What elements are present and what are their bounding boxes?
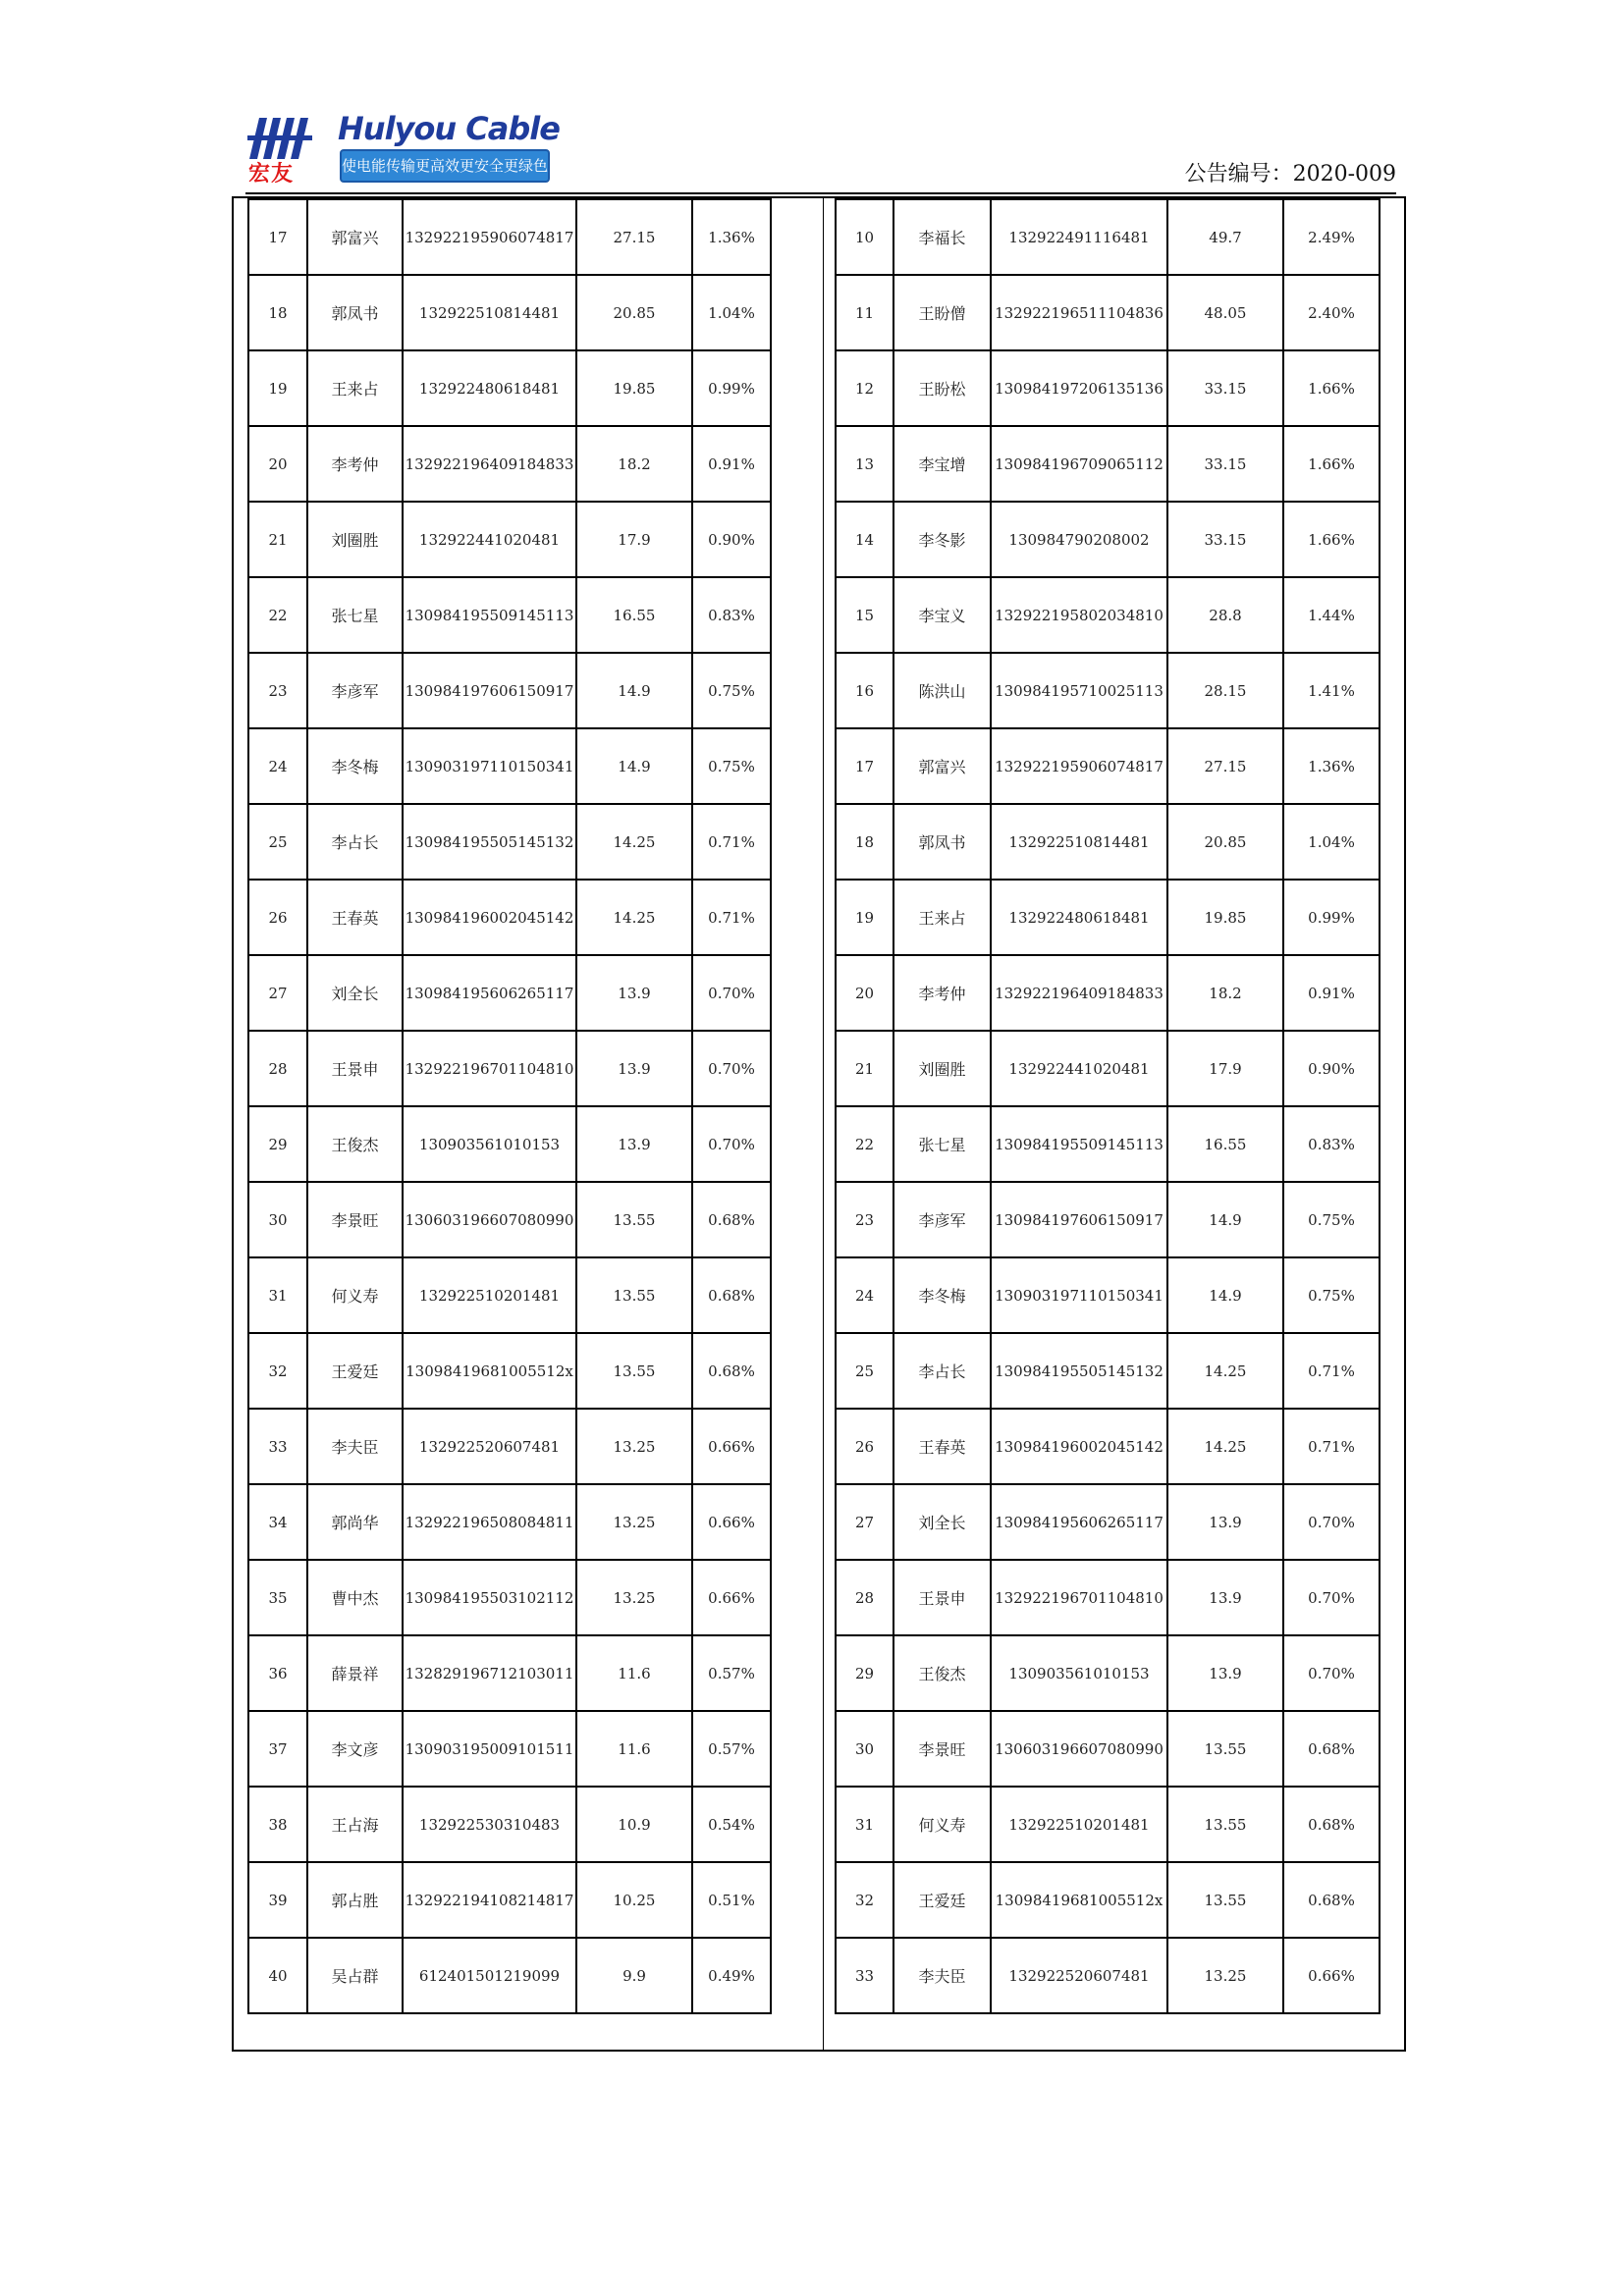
row-number-cell: 18 bbox=[836, 804, 893, 880]
name-cell: 曹中杰 bbox=[307, 1560, 403, 1635]
id-number-cell: 130903195009101511 bbox=[403, 1711, 576, 1787]
row-number-cell: 38 bbox=[248, 1787, 307, 1862]
row-number-cell: 19 bbox=[248, 350, 307, 426]
percent-cell: 0.66% bbox=[692, 1560, 771, 1635]
percent-cell: 0.71% bbox=[692, 804, 771, 880]
percent-cell: 0.70% bbox=[692, 955, 771, 1031]
row-number-cell: 32 bbox=[248, 1333, 307, 1409]
logo-chinese-name: 宏友 bbox=[248, 162, 295, 187]
id-number-cell: 132922196409184833 bbox=[403, 426, 576, 502]
table-row bbox=[248, 1106, 771, 1182]
value-cell: 19.85 bbox=[1167, 880, 1283, 955]
table-row bbox=[836, 1635, 1380, 1711]
name-cell: 刘圈胜 bbox=[307, 502, 403, 577]
row-number-cell: 18 bbox=[248, 275, 307, 350]
name-cell: 王盼僧 bbox=[893, 275, 991, 350]
percent-cell: 1.04% bbox=[692, 275, 771, 350]
percent-cell: 0.68% bbox=[1283, 1787, 1380, 1862]
table-row bbox=[248, 1333, 771, 1409]
row-number-cell: 30 bbox=[248, 1182, 307, 1257]
table-row bbox=[836, 955, 1380, 1031]
row-number-cell: 39 bbox=[248, 1862, 307, 1938]
name-cell: 李冬梅 bbox=[893, 1257, 991, 1333]
percent-cell: 0.66% bbox=[1283, 1938, 1380, 2013]
table-row bbox=[248, 577, 771, 653]
table-row bbox=[248, 1182, 771, 1257]
value-cell: 17.9 bbox=[576, 502, 692, 577]
table-row bbox=[248, 199, 771, 275]
table-row bbox=[248, 1787, 771, 1862]
id-number-cell: 132922196409184833 bbox=[991, 955, 1167, 1031]
value-cell: 11.6 bbox=[576, 1711, 692, 1787]
id-number-cell: 132922510814481 bbox=[991, 804, 1167, 880]
id-number-cell: 132922480618481 bbox=[991, 880, 1167, 955]
name-cell: 李福长 bbox=[893, 199, 991, 275]
id-number-cell: 132922510201481 bbox=[403, 1257, 576, 1333]
value-cell: 28.8 bbox=[1167, 577, 1283, 653]
id-number-cell: 13098419681005512x bbox=[991, 1862, 1167, 1938]
percent-cell: 0.75% bbox=[1283, 1182, 1380, 1257]
table-row bbox=[248, 1257, 771, 1333]
id-number-cell: 612401501219099 bbox=[403, 1938, 576, 2013]
row-number-cell: 14 bbox=[836, 502, 893, 577]
name-cell: 郭富兴 bbox=[307, 199, 403, 275]
value-cell: 14.9 bbox=[1167, 1182, 1283, 1257]
value-cell: 13.55 bbox=[576, 1257, 692, 1333]
value-cell: 10.9 bbox=[576, 1787, 692, 1862]
name-cell: 李景旺 bbox=[893, 1711, 991, 1787]
row-number-cell: 22 bbox=[248, 577, 307, 653]
row-number-cell: 24 bbox=[248, 728, 307, 804]
percent-cell: 0.91% bbox=[1283, 955, 1380, 1031]
row-number-cell: 28 bbox=[248, 1031, 307, 1106]
percent-cell: 0.71% bbox=[692, 880, 771, 955]
table-row bbox=[836, 653, 1380, 728]
percent-cell: 0.91% bbox=[692, 426, 771, 502]
row-number-cell: 17 bbox=[836, 728, 893, 804]
id-number-cell: 130984196002045142 bbox=[403, 880, 576, 955]
percent-cell: 1.36% bbox=[1283, 728, 1380, 804]
percent-cell: 0.71% bbox=[1283, 1333, 1380, 1409]
id-number-cell: 130903197110150341 bbox=[403, 728, 576, 804]
value-cell: 13.9 bbox=[576, 955, 692, 1031]
name-cell: 李冬梅 bbox=[307, 728, 403, 804]
name-cell: 李占长 bbox=[893, 1333, 991, 1409]
table-row bbox=[248, 1862, 771, 1938]
id-number-cell: 130984195505145132 bbox=[403, 804, 576, 880]
id-number-cell: 132922195906074817 bbox=[403, 199, 576, 275]
id-number-cell: 130984197606150917 bbox=[991, 1182, 1167, 1257]
row-number-cell: 10 bbox=[836, 199, 893, 275]
id-number-cell: 132922196508084811 bbox=[403, 1484, 576, 1560]
name-cell: 王盼松 bbox=[893, 350, 991, 426]
id-number-cell: 132922441020481 bbox=[403, 502, 576, 577]
id-number-cell: 130903561010153 bbox=[991, 1635, 1167, 1711]
name-cell: 郭凤书 bbox=[893, 804, 991, 880]
percent-cell: 0.99% bbox=[1283, 880, 1380, 955]
row-number-cell: 15 bbox=[836, 577, 893, 653]
row-number-cell: 20 bbox=[836, 955, 893, 1031]
percent-cell: 0.57% bbox=[692, 1711, 771, 1787]
row-number-cell: 30 bbox=[836, 1711, 893, 1787]
table-row bbox=[248, 728, 771, 804]
table-row bbox=[836, 1409, 1380, 1484]
value-cell: 14.25 bbox=[1167, 1409, 1283, 1484]
table-row bbox=[248, 350, 771, 426]
row-number-cell: 31 bbox=[248, 1257, 307, 1333]
percent-cell: 0.68% bbox=[1283, 1862, 1380, 1938]
percent-cell: 0.90% bbox=[1283, 1031, 1380, 1106]
name-cell: 王俊杰 bbox=[307, 1106, 403, 1182]
percent-cell: 0.90% bbox=[692, 502, 771, 577]
row-number-cell: 23 bbox=[836, 1182, 893, 1257]
table-row bbox=[248, 1938, 771, 2013]
id-number-cell: 132922441020481 bbox=[991, 1031, 1167, 1106]
table-row bbox=[836, 1484, 1380, 1560]
table-row bbox=[248, 502, 771, 577]
name-cell: 刘全长 bbox=[893, 1484, 991, 1560]
row-number-cell: 16 bbox=[836, 653, 893, 728]
logo-english-name: Hulyou Cable bbox=[338, 110, 560, 147]
header-divider bbox=[245, 192, 1396, 194]
percent-cell: 1.44% bbox=[1283, 577, 1380, 653]
id-number-cell: 132922491116481 bbox=[991, 199, 1167, 275]
name-cell: 张七星 bbox=[307, 577, 403, 653]
logo-slogan: 使电能传输更高效更安全更绿色 bbox=[340, 149, 550, 183]
table-row bbox=[836, 1938, 1380, 2013]
percent-cell: 1.66% bbox=[1283, 426, 1380, 502]
value-cell: 16.55 bbox=[1167, 1106, 1283, 1182]
percent-cell: 2.40% bbox=[1283, 275, 1380, 350]
percent-cell: 1.36% bbox=[692, 199, 771, 275]
row-number-cell: 27 bbox=[836, 1484, 893, 1560]
value-cell: 10.25 bbox=[576, 1862, 692, 1938]
name-cell: 王爱廷 bbox=[893, 1862, 991, 1938]
table-row bbox=[248, 1031, 771, 1106]
name-cell: 吴占群 bbox=[307, 1938, 403, 2013]
percent-cell: 0.99% bbox=[692, 350, 771, 426]
table-row bbox=[836, 426, 1380, 502]
name-cell: 王景申 bbox=[307, 1031, 403, 1106]
name-cell: 王来占 bbox=[893, 880, 991, 955]
row-number-cell: 26 bbox=[836, 1409, 893, 1484]
table-row bbox=[836, 577, 1380, 653]
percent-cell: 0.83% bbox=[1283, 1106, 1380, 1182]
percent-cell: 0.54% bbox=[692, 1787, 771, 1862]
value-cell: 9.9 bbox=[576, 1938, 692, 2013]
id-number-cell: 132922510201481 bbox=[991, 1787, 1167, 1862]
row-number-cell: 33 bbox=[836, 1938, 893, 2013]
percent-cell: 0.68% bbox=[1283, 1711, 1380, 1787]
value-cell: 13.9 bbox=[1167, 1484, 1283, 1560]
table-row bbox=[248, 1711, 771, 1787]
table-row bbox=[248, 653, 771, 728]
value-cell: 14.9 bbox=[576, 653, 692, 728]
table-row bbox=[836, 1031, 1380, 1106]
table-row bbox=[836, 1257, 1380, 1333]
percent-cell: 0.70% bbox=[692, 1106, 771, 1182]
row-number-cell: 37 bbox=[248, 1711, 307, 1787]
id-number-cell: 130984196002045142 bbox=[991, 1409, 1167, 1484]
value-cell: 20.85 bbox=[1167, 804, 1283, 880]
percent-cell: 0.75% bbox=[1283, 1257, 1380, 1333]
id-number-cell: 130984195509145113 bbox=[991, 1106, 1167, 1182]
percent-cell: 0.68% bbox=[692, 1257, 771, 1333]
table-row bbox=[836, 1862, 1380, 1938]
value-cell: 13.9 bbox=[576, 1031, 692, 1106]
value-cell: 14.25 bbox=[576, 804, 692, 880]
name-cell: 郭占胜 bbox=[307, 1862, 403, 1938]
percent-cell: 0.57% bbox=[692, 1635, 771, 1711]
row-number-cell: 22 bbox=[836, 1106, 893, 1182]
id-number-cell: 132922520607481 bbox=[403, 1409, 576, 1484]
row-number-cell: 27 bbox=[248, 955, 307, 1031]
percent-cell: 0.68% bbox=[692, 1333, 771, 1409]
row-number-cell: 32 bbox=[836, 1862, 893, 1938]
row-number-cell: 26 bbox=[248, 880, 307, 955]
percent-cell: 0.70% bbox=[1283, 1635, 1380, 1711]
row-number-cell: 29 bbox=[836, 1635, 893, 1711]
value-cell: 11.6 bbox=[576, 1635, 692, 1711]
id-number-cell: 130984196709065112 bbox=[991, 426, 1167, 502]
percent-cell: 0.49% bbox=[692, 1938, 771, 2013]
table-row bbox=[836, 1182, 1380, 1257]
id-number-cell: 130603196607080990 bbox=[403, 1182, 576, 1257]
value-cell: 13.9 bbox=[576, 1106, 692, 1182]
value-cell: 14.25 bbox=[1167, 1333, 1283, 1409]
row-number-cell: 28 bbox=[836, 1560, 893, 1635]
value-cell: 16.55 bbox=[576, 577, 692, 653]
row-number-cell: 21 bbox=[248, 502, 307, 577]
name-cell: 薛景祥 bbox=[307, 1635, 403, 1711]
id-number-cell: 130984195505145132 bbox=[991, 1333, 1167, 1409]
id-number-cell: 132922520607481 bbox=[991, 1938, 1167, 2013]
table-row bbox=[248, 880, 771, 955]
name-cell: 王占海 bbox=[307, 1787, 403, 1862]
row-number-cell: 24 bbox=[836, 1257, 893, 1333]
name-cell: 王景申 bbox=[893, 1560, 991, 1635]
value-cell: 13.55 bbox=[576, 1333, 692, 1409]
percent-cell: 0.83% bbox=[692, 577, 771, 653]
row-number-cell: 20 bbox=[248, 426, 307, 502]
table-row bbox=[836, 1787, 1380, 1862]
name-cell: 郭尚华 bbox=[307, 1484, 403, 1560]
percent-cell: 2.49% bbox=[1283, 199, 1380, 275]
id-number-cell: 132922196701104810 bbox=[403, 1031, 576, 1106]
row-number-cell: 36 bbox=[248, 1635, 307, 1711]
table-row bbox=[836, 1560, 1380, 1635]
name-cell: 王春英 bbox=[307, 880, 403, 955]
row-number-cell: 25 bbox=[248, 804, 307, 880]
table-row bbox=[836, 350, 1380, 426]
page-header bbox=[245, 110, 1396, 196]
id-number-cell: 132922196511104836 bbox=[991, 275, 1167, 350]
id-number-cell: 130984195509145113 bbox=[403, 577, 576, 653]
name-cell: 刘圈胜 bbox=[893, 1031, 991, 1106]
value-cell: 14.9 bbox=[576, 728, 692, 804]
id-number-cell: 130984195710025113 bbox=[991, 653, 1167, 728]
value-cell: 13.55 bbox=[1167, 1787, 1283, 1862]
value-cell: 13.9 bbox=[1167, 1635, 1283, 1711]
name-cell: 李夫臣 bbox=[307, 1409, 403, 1484]
id-number-cell: 132922196701104810 bbox=[991, 1560, 1167, 1635]
gutter-divider bbox=[823, 198, 824, 2050]
value-cell: 48.05 bbox=[1167, 275, 1283, 350]
id-number-cell: 130984195503102112 bbox=[403, 1560, 576, 1635]
percent-cell: 1.04% bbox=[1283, 804, 1380, 880]
percent-cell: 0.70% bbox=[1283, 1484, 1380, 1560]
percent-cell: 0.70% bbox=[692, 1031, 771, 1106]
name-cell: 李宝义 bbox=[893, 577, 991, 653]
id-number-cell: 132922530310483 bbox=[403, 1787, 576, 1862]
value-cell: 27.15 bbox=[576, 199, 692, 275]
name-cell: 刘全长 bbox=[307, 955, 403, 1031]
value-cell: 14.25 bbox=[576, 880, 692, 955]
name-cell: 李文彦 bbox=[307, 1711, 403, 1787]
id-number-cell: 130984195606265117 bbox=[403, 955, 576, 1031]
table-row bbox=[248, 1560, 771, 1635]
id-number-cell: 130903561010153 bbox=[403, 1106, 576, 1182]
right-shareholder-table bbox=[835, 198, 1380, 2014]
value-cell: 28.15 bbox=[1167, 653, 1283, 728]
name-cell: 陈洪山 bbox=[893, 653, 991, 728]
row-number-cell: 13 bbox=[836, 426, 893, 502]
value-cell: 13.25 bbox=[576, 1560, 692, 1635]
name-cell: 何义寿 bbox=[307, 1257, 403, 1333]
name-cell: 李考仲 bbox=[307, 426, 403, 502]
table-row bbox=[836, 199, 1380, 275]
id-number-cell: 130984197206135136 bbox=[991, 350, 1167, 426]
percent-cell: 0.70% bbox=[1283, 1560, 1380, 1635]
row-number-cell: 29 bbox=[248, 1106, 307, 1182]
name-cell: 何义寿 bbox=[893, 1787, 991, 1862]
percent-cell: 0.51% bbox=[692, 1862, 771, 1938]
name-cell: 李占长 bbox=[307, 804, 403, 880]
id-number-cell: 13098419681005512x bbox=[403, 1333, 576, 1409]
table-row bbox=[248, 1635, 771, 1711]
percent-cell: 1.66% bbox=[1283, 350, 1380, 426]
name-cell: 王来占 bbox=[307, 350, 403, 426]
percent-cell: 1.41% bbox=[1283, 653, 1380, 728]
name-cell: 王俊杰 bbox=[893, 1635, 991, 1711]
row-number-cell: 31 bbox=[836, 1787, 893, 1862]
percent-cell: 0.66% bbox=[692, 1484, 771, 1560]
value-cell: 13.9 bbox=[1167, 1560, 1283, 1635]
table-row bbox=[836, 502, 1380, 577]
value-cell: 49.7 bbox=[1167, 199, 1283, 275]
table-row bbox=[248, 955, 771, 1031]
percent-cell: 1.66% bbox=[1283, 502, 1380, 577]
name-cell: 李宝增 bbox=[893, 426, 991, 502]
company-logo bbox=[245, 110, 560, 188]
row-number-cell: 19 bbox=[836, 880, 893, 955]
table-row bbox=[248, 426, 771, 502]
value-cell: 13.55 bbox=[1167, 1711, 1283, 1787]
name-cell: 李考仲 bbox=[893, 955, 991, 1031]
table-row bbox=[248, 804, 771, 880]
value-cell: 17.9 bbox=[1167, 1031, 1283, 1106]
name-cell: 郭凤书 bbox=[307, 275, 403, 350]
id-number-cell: 130903197110150341 bbox=[991, 1257, 1167, 1333]
id-number-cell: 130603196607080990 bbox=[991, 1711, 1167, 1787]
row-number-cell: 40 bbox=[248, 1938, 307, 2013]
percent-cell: 0.75% bbox=[692, 653, 771, 728]
table-row bbox=[836, 728, 1380, 804]
row-number-cell: 21 bbox=[836, 1031, 893, 1106]
notice-number: 公告编号：2020-009 bbox=[1184, 162, 1396, 187]
value-cell: 13.25 bbox=[576, 1484, 692, 1560]
table-row bbox=[248, 1484, 771, 1560]
id-number-cell: 130984197606150917 bbox=[403, 653, 576, 728]
id-number-cell: 130984195606265117 bbox=[991, 1484, 1167, 1560]
id-number-cell: 132922510814481 bbox=[403, 275, 576, 350]
row-number-cell: 25 bbox=[836, 1333, 893, 1409]
id-number-cell: 132922195906074817 bbox=[991, 728, 1167, 804]
row-number-cell: 12 bbox=[836, 350, 893, 426]
row-number-cell: 17 bbox=[248, 199, 307, 275]
value-cell: 18.2 bbox=[1167, 955, 1283, 1031]
table-row bbox=[836, 1106, 1380, 1182]
value-cell: 18.2 bbox=[576, 426, 692, 502]
value-cell: 19.85 bbox=[576, 350, 692, 426]
value-cell: 33.15 bbox=[1167, 426, 1283, 502]
id-number-cell: 130984790208002 bbox=[991, 502, 1167, 577]
value-cell: 20.85 bbox=[576, 275, 692, 350]
value-cell: 13.55 bbox=[576, 1182, 692, 1257]
table-row bbox=[836, 1333, 1380, 1409]
id-number-cell: 132829196712103011 bbox=[403, 1635, 576, 1711]
value-cell: 13.25 bbox=[1167, 1938, 1283, 2013]
name-cell: 王爱廷 bbox=[307, 1333, 403, 1409]
value-cell: 14.9 bbox=[1167, 1257, 1283, 1333]
name-cell: 李夫臣 bbox=[893, 1938, 991, 2013]
name-cell: 李彦军 bbox=[307, 653, 403, 728]
value-cell: 33.15 bbox=[1167, 502, 1283, 577]
row-number-cell: 11 bbox=[836, 275, 893, 350]
left-shareholder-table bbox=[247, 198, 772, 2014]
id-number-cell: 132922195802034810 bbox=[991, 577, 1167, 653]
name-cell: 张七星 bbox=[893, 1106, 991, 1182]
percent-cell: 0.68% bbox=[692, 1182, 771, 1257]
percent-cell: 0.71% bbox=[1283, 1409, 1380, 1484]
name-cell: 李彦军 bbox=[893, 1182, 991, 1257]
percent-cell: 0.75% bbox=[692, 728, 771, 804]
table-row bbox=[836, 880, 1380, 955]
row-number-cell: 23 bbox=[248, 653, 307, 728]
name-cell: 郭富兴 bbox=[893, 728, 991, 804]
name-cell: 王春英 bbox=[893, 1409, 991, 1484]
table-row bbox=[836, 275, 1380, 350]
value-cell: 27.15 bbox=[1167, 728, 1283, 804]
value-cell: 13.25 bbox=[576, 1409, 692, 1484]
table-row bbox=[248, 275, 771, 350]
row-number-cell: 34 bbox=[248, 1484, 307, 1560]
percent-cell: 0.66% bbox=[692, 1409, 771, 1484]
table-row bbox=[836, 1711, 1380, 1787]
id-number-cell: 132922194108214817 bbox=[403, 1862, 576, 1938]
table-row bbox=[836, 804, 1380, 880]
name-cell: 李景旺 bbox=[307, 1182, 403, 1257]
value-cell: 33.15 bbox=[1167, 350, 1283, 426]
row-number-cell: 33 bbox=[248, 1409, 307, 1484]
row-number-cell: 35 bbox=[248, 1560, 307, 1635]
id-number-cell: 132922480618481 bbox=[403, 350, 576, 426]
name-cell: 李冬影 bbox=[893, 502, 991, 577]
value-cell: 13.55 bbox=[1167, 1862, 1283, 1938]
table-row bbox=[248, 1409, 771, 1484]
